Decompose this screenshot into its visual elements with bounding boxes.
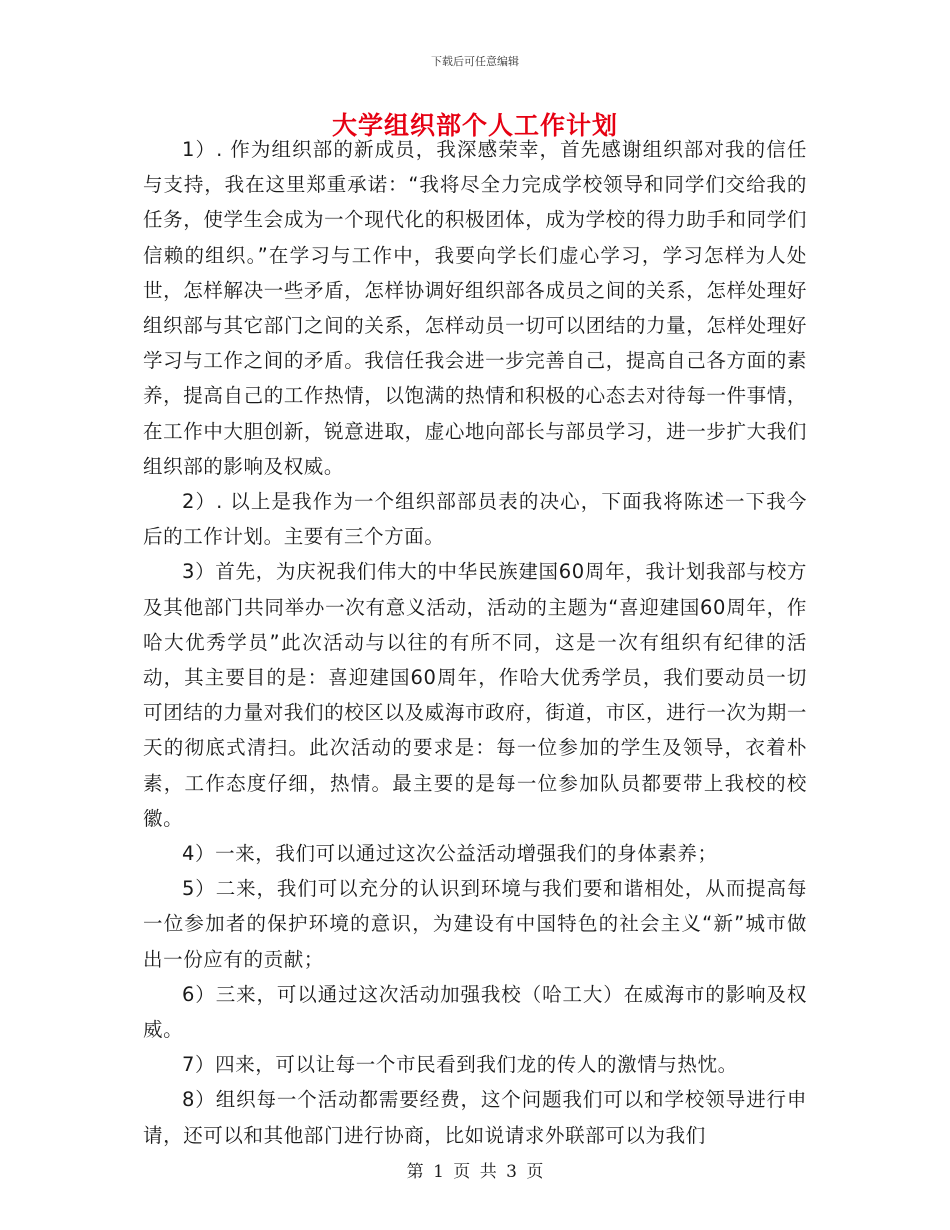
page-number: 第 1 页 共 3 页 xyxy=(406,1162,544,1182)
page-header-note: 下载后可任意编辑 xyxy=(431,55,519,68)
document-title: 大学组织部个人工作计划 xyxy=(331,111,618,140)
paragraph-8: 8）组织每一个活动都需要经费，这个问题我们可以和学校领导进行申请，还可以和其他部门进行协商，比如说请求外联部可以为我们 xyxy=(143,1088,807,1147)
document-body xyxy=(143,132,807,1153)
paragraph-3: 3）首先，为庆祝我们伟大的中华民族建国60周年，我计划我部与校方及其他部门共同举办一次有意义活动，活动的主题为“喜迎建国60周年，作哈大优秀学员”此次活动与以往的有所不同，这是一次有组织有纪律的活动，其主要目的是：喜迎建国60周年，作哈大优秀学员，我们要动员一切可团结的力量对我们的校区以及威海市政府，街道，市区，进行一次为期一天的彻底式清扫。此次活动的要求是：每一位参加的学生及领导，衣着朴素，工作态度仔细，热情。最主要的是每一位参加队员都要带上我校的校徽。 xyxy=(143,560,807,830)
paragraph-7: 7）四来，可以让每一个市民看到我们龙的传人的激情与热忱。 xyxy=(182,1053,738,1077)
paragraph-1: 1）. 作为组织部的新成员，我深感荣幸，首先感谢组织部对我的信任与支持，我在这里郑重承诺：“我将尽全力完成学校领导和同学们交给我的任务，使学生会成为一个现代化的积极团体，成为学校的得力助手和同学们信赖的组织。”在学习与工作中，我要向学长们虚心学习，学习怎样为人处世，怎样解决一些矛盾，怎样协调好组织部各成员之间的关系，怎样处理好组织部与其它部门之间的关系，怎样动员一切可以团结的力量，怎样处理好学习与工作之间的矛盾。我信任我会进一步完善自己，提高自己各方面的素养，提高自己的工作热情，以饱满的热情和积极的心态去对待每一件事情，在工作中大胆创新，锐意进取，虚心地向部长与部员学习，进一步扩大我们组织部的影响及权威。 xyxy=(143,138,807,478)
paragraph-4: 4）一来，我们可以通过这次公益活动增强我们的身体素养； xyxy=(182,842,718,866)
paragraph-2: 2）. 以上是我作为一个组织部部员表的决心，下面我将陈述一下我今后的工作计划。主要有三个方面。 xyxy=(143,490,807,549)
paragraph-6: 6）三来，可以通过这次活动加强我校（哈工大）在威海市的影响及权威。 xyxy=(143,982,807,1042)
paragraph-5: 5）二来，我们可以充分的认识到环境与我们要和谐相处，从而提高每一位参加者的保护环境的意识，为建设有中国特色的社会主义“新”城市做出一份应有的贡献； xyxy=(143,877,807,971)
